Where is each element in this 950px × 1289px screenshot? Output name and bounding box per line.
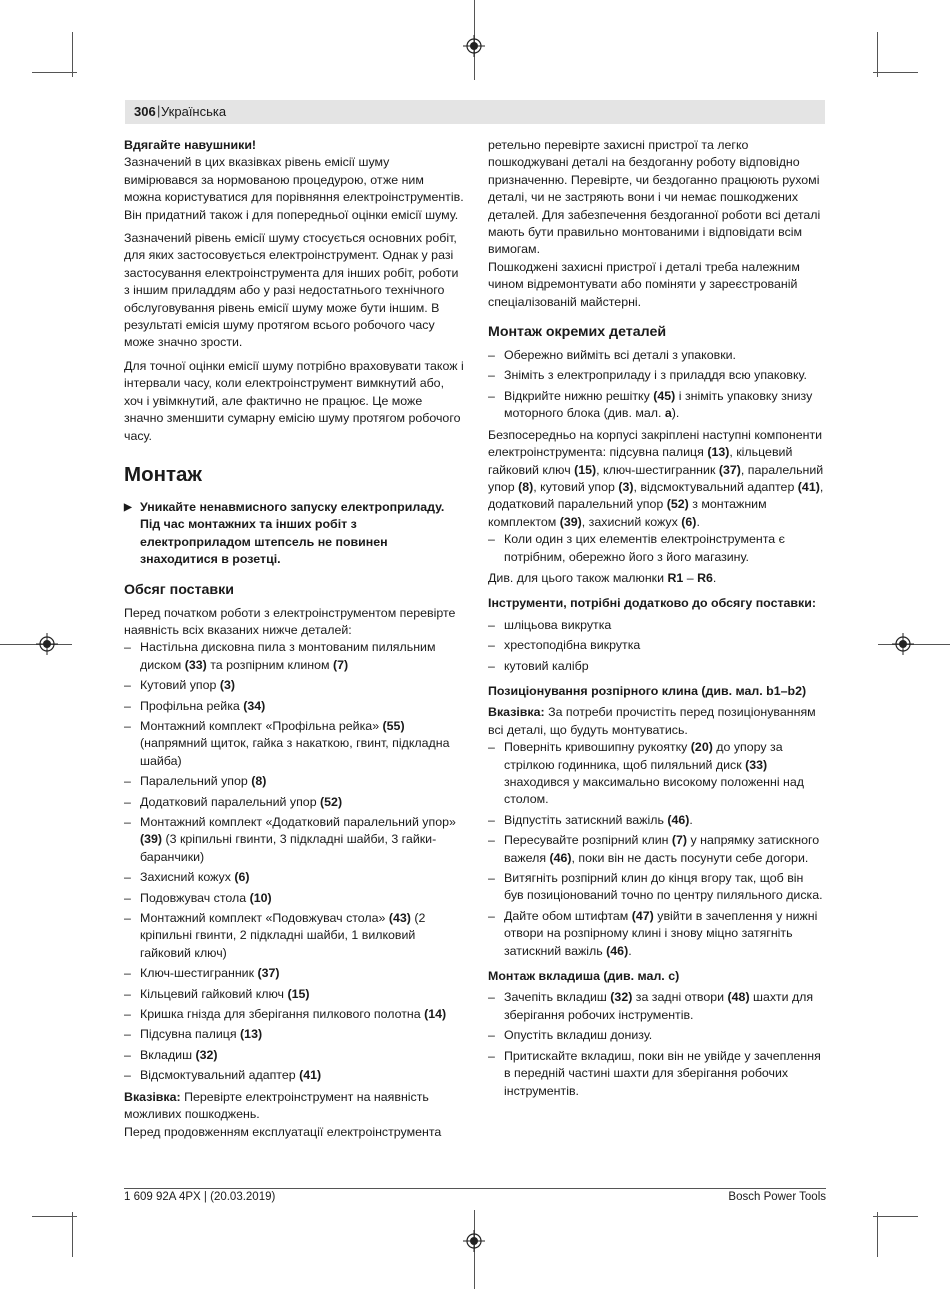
noise-paragraph-2: Зазначений рівень емісії шуму стосується основних робіт, для яких застосовується електроінструмент. Однак у разі застосування електроінструмента для інших робіт, роботи з іншим приладдям або у разі недостатнього технічного обслуговування рівень емісії шуму може бути іншим. В результаті емісія шуму протягом всього робочого часу може значно зрости. [124, 231, 459, 350]
list-item-text: . [628, 943, 632, 958]
list-item-text: Монтажний комплект «Профільна рейка» [140, 718, 383, 733]
see-also-line [488, 570, 826, 587]
part-ref: (33) [184, 657, 207, 672]
part-ref: (47) [631, 908, 654, 923]
crop-mark [32, 1216, 77, 1217]
list-item [124, 718, 464, 770]
list-item-text: шахти для зберігання робочих інструментів. [504, 990, 814, 1022]
list-item-text: Притискайте вкладиш, поки він не увійде у зачеплення в передній частині шахти для зберігання робочих інструментів. [504, 1048, 821, 1098]
startup-warning-text: Уникайте ненавмисного запуску електроприладу. Під час монтажних та інших робіт з електроприладом штепсель не повинен знаходитися в розетці. [140, 499, 445, 567]
part-ref: (39) [140, 832, 163, 847]
tools-title: Інструменти, потрібні додатково до обсягу поставки: [488, 596, 816, 611]
list-item-text: Зніміть з електроприладу і з приладдя всю упаковку. [504, 368, 807, 383]
list-item-text: (напрямний щиток, гайка з накаткою, гвинт, підкладна шайба) [140, 736, 450, 768]
wedge-note-label: Вказівка: [488, 705, 545, 720]
list-item [124, 986, 464, 1003]
attached-text: . [696, 514, 700, 529]
part-ref: a [664, 406, 672, 421]
part-ref: (8) [518, 479, 534, 494]
list-item-text: Підсувна палиця [140, 1027, 241, 1042]
continue-line: Перед продовженням експлуатації електроінструмента [124, 1124, 442, 1139]
part-ref: (7) [671, 833, 688, 848]
part-ref: (46) [549, 850, 572, 865]
part-ref: (7) [332, 657, 349, 672]
part-ref: (6) [681, 514, 697, 529]
dash-mark: – [488, 990, 495, 1005]
part-ref: (10) [249, 890, 272, 905]
figure-ref-r1: R1 [667, 570, 684, 585]
part-ref: (13) [707, 445, 730, 460]
list-item-text: Відсмоктувальний адаптер [140, 1068, 300, 1083]
list-item [488, 812, 826, 829]
list-item-text: ). [671, 406, 680, 421]
part-ref: (13) [240, 1027, 263, 1042]
dash-mark: – [488, 617, 495, 632]
attached-text: , ключ-шестигранник [596, 462, 719, 477]
part-ref: (32) [195, 1047, 218, 1062]
list-item-text: за задні отвори [632, 990, 728, 1005]
part-ref: (41) [299, 1068, 322, 1083]
list-item-text: Кутовий упор [140, 678, 220, 693]
list-item-text: кутовий калібр [504, 658, 589, 673]
crop-mark [873, 72, 918, 73]
part-ref: (6) [234, 870, 250, 885]
header-language: Українська [161, 104, 227, 119]
list-item [488, 832, 826, 867]
parts-list [488, 347, 826, 423]
part-ref: (52) [320, 794, 343, 809]
dash-mark: – [488, 658, 495, 673]
dash-mark: – [488, 532, 495, 547]
header-separator: | [157, 103, 161, 118]
dash-mark: – [124, 678, 131, 693]
list-item [124, 890, 464, 907]
dash-mark: – [124, 966, 131, 981]
list-item [488, 989, 826, 1024]
right-column [488, 137, 826, 1104]
dash-mark: – [488, 871, 495, 886]
part-ref: (37) [257, 966, 280, 981]
part-ref: (8) [251, 774, 267, 789]
list-item-text: Додатковий паралельний упор [140, 794, 321, 809]
list-item [124, 794, 464, 811]
delivery-scope-title: Обсяг поставки [124, 581, 234, 598]
startup-warning [124, 499, 464, 569]
see-also-dash: – [683, 570, 698, 585]
registration-mark-icon [463, 1230, 485, 1252]
list-item-text: Монтажний комплект «Подовжувач стола» [140, 911, 389, 926]
dash-mark: – [488, 812, 495, 827]
crop-mark [873, 1216, 918, 1217]
list-item-text: увійти в зачеплення у нижні отвори на розпірному клині і знову міцно затягніть затискний важіль [504, 908, 818, 958]
list-item-text: Захисний кожух [140, 870, 235, 885]
dash-mark: – [124, 1007, 131, 1022]
damage-note [124, 1089, 464, 1124]
separate-parts-title: Монтаж окремих деталей [488, 324, 667, 341]
list-item [488, 388, 826, 423]
list-item [488, 658, 826, 675]
figure-ref-r6: R6 [697, 570, 713, 585]
list-item [124, 814, 464, 866]
list-item [124, 639, 464, 674]
dash-mark: – [124, 870, 131, 885]
see-also-prefix: Див. для цього також малюнки [488, 570, 668, 585]
insert-title: Монтаж вкладиша (див. мал. c) [488, 969, 680, 984]
registration-mark-icon [463, 35, 485, 57]
list-item-text: до упору за стрілкою годинника, щоб пиляльний диск [504, 740, 783, 772]
part-ref: (37) [718, 462, 741, 477]
list-item [124, 965, 464, 982]
list-item-text: (3 кріпильні гвинти, 3 підкладні шайби, 3 гайки-баранчики) [140, 832, 437, 864]
list-item-text: Вкладиш [140, 1047, 196, 1062]
noise-paragraph-1: Зазначений в цих вказівках рівень емісії шуму вимірювався за нормованою процедурою, отже ним можна користуватися для порівняння електроінструментів. Він придатний також і для попередньої оцінки емісії шуму. [124, 155, 464, 222]
dash-mark: – [124, 815, 131, 829]
part-ref: (45) [653, 388, 676, 403]
list-item-text: Настільна дисковна пила з монтованим пиляльним диском [140, 640, 436, 672]
list-item [124, 1006, 464, 1023]
list-item-text: Пересувайте розпірний клин [504, 833, 672, 848]
tools-list [488, 617, 826, 675]
part-ref: (32) [610, 990, 633, 1005]
list-item-text: Кільцевий гайковий ключ [140, 986, 288, 1001]
damaged-parts-paragraph: Пошкоджені захисні пристрої і деталі треба належним чином відремонтувати або поміняти у зареєстрованій спеціалізованій майстерні. [488, 259, 800, 309]
wedge-title: Позиціонування розпірного клина (див. мал. b1–b2) [488, 683, 807, 698]
dash-mark: – [124, 986, 131, 1001]
dash-mark: – [124, 718, 131, 733]
list-item-text: (2 кріпильні гвинти, 2 підкладні шайби, 1 вилковий гайковий ключ) [140, 911, 426, 960]
page-number: 306 [134, 104, 156, 119]
part-ref: (33) [745, 757, 768, 772]
list-item [124, 1026, 464, 1043]
attached-text: , кутовий упор [533, 479, 619, 494]
list-item-text: та розпірним клином [206, 657, 333, 672]
part-ref: (14) [424, 1007, 447, 1022]
list-item [488, 1048, 826, 1100]
list-item [488, 367, 826, 384]
list-item-text: Відкрийте нижню решітку [504, 388, 654, 403]
list-item [488, 617, 826, 634]
attached-text: , захисний кожух [581, 514, 682, 529]
footer-brand: Bosch Power Tools [728, 1191, 826, 1203]
list-item-text: у напрямку затискного важеля [504, 833, 820, 865]
list-item [124, 910, 464, 962]
part-ref: (52) [666, 497, 689, 512]
dash-mark: – [488, 638, 495, 653]
dash-mark: – [488, 740, 495, 755]
warning-arrow-icon: ▶ [124, 501, 132, 513]
list-item-text: Ключ-шестигранник [140, 966, 258, 981]
attached-text: , кільцевий гайковий ключ [488, 445, 793, 477]
list-item [124, 773, 464, 790]
attached-text: Безпосередньо на корпусі закріплені наступні компоненти електроінструмента: підсувна палиця [488, 427, 823, 460]
footer-doc-id: 1 609 92A 4PX | (20.03.2019) [124, 1191, 276, 1203]
part-ref: (46) [606, 943, 629, 958]
list-item-text: Монтажний комплект «Додатковий паралельний упор» [140, 815, 456, 829]
list-item [124, 698, 464, 715]
crop-mark [877, 32, 878, 77]
dash-mark: – [488, 1048, 495, 1063]
crop-mark [72, 32, 73, 77]
list-item-text: Поверніть кривошипну рукоятку [504, 740, 691, 755]
crop-mark [878, 644, 950, 645]
list-item [488, 908, 826, 960]
dash-mark: – [124, 1027, 131, 1042]
attached-text: , відсмоктувальний адаптер [633, 479, 798, 494]
list-item [488, 1027, 826, 1044]
registration-mark-icon [36, 633, 58, 655]
part-ref: (48) [727, 990, 750, 1005]
dash-mark: – [488, 833, 495, 848]
wedge-note [488, 704, 826, 739]
dash-mark: – [488, 388, 495, 403]
note-label: Вказівка: [124, 1089, 181, 1104]
headphones-warning-title: Вдягайте навушники! [124, 138, 257, 152]
dash-mark: – [488, 1028, 495, 1043]
part-ref: (39) [559, 514, 582, 529]
noise-paragraph-3: Для точної оцінки емісії шуму потрібно враховувати також і інтервали часу, коли електроінструмент вимкнутий або, хоч і увімкнутий, але фактично не працює. Це може значно зменшити сумарну емісію шуму протягом робочого часу. [124, 358, 464, 443]
wedge-note-text: За потреби прочистіть перед позиціонуванням всі деталі, що будуть монтуватись. [488, 705, 816, 737]
delivery-list [124, 639, 464, 1084]
part-ref: (20) [690, 740, 713, 755]
list-item-text: шліцьова викрутка [504, 617, 612, 632]
insert-list [488, 989, 826, 1099]
registration-mark-icon [892, 633, 914, 655]
dash-mark: – [124, 1047, 131, 1062]
crop-mark [72, 1212, 73, 1257]
left-column [124, 137, 464, 1141]
dash-mark: – [124, 794, 131, 809]
list-item-text: Профільна рейка [140, 698, 244, 713]
list-item-text: Дайте обом штифтам [504, 908, 632, 923]
list-item [488, 870, 826, 905]
list-item-text: Опустіть вкладиш донизу. [504, 1028, 653, 1043]
list-item-text: Відпустіть затискний важіль [504, 812, 668, 827]
delivery-intro: Перед початком роботи з електроінструментом перевірте наявність всіх вказаних нижче деталей: [124, 605, 456, 637]
crop-mark [877, 1212, 878, 1257]
list-item-text: . [689, 812, 693, 827]
list-item [488, 739, 826, 809]
crop-mark [32, 72, 77, 73]
part-ref: (3) [219, 678, 235, 693]
attached-components-paragraph [488, 427, 826, 531]
list-item-text: хрестоподібна викрутка [504, 638, 641, 653]
inspection-paragraph: ретельно перевірте захисні пристрої та легко пошкоджувані деталі на бездоганну роботу відповідно призначенню. Перевірте, чи бездоганно працюють рухомі деталі, чи не застряють вони і чи немає пошкоджених деталей. Для забезпечення бездоганної роботи всі деталі мають бути правильно монтованими і відповідати всім вимогам. [488, 138, 821, 257]
list-item-text: Витягніть розпірний клин до кінця вгору так, щоб він був позиціонований точно по центру пиляльного диска. [504, 871, 823, 903]
attached-item-text: Коли один з цих елементів електроінструмента є потрібним, обережно його з його магазину. [504, 532, 785, 564]
part-ref: (46) [667, 812, 690, 827]
list-item [488, 531, 826, 566]
list-item [124, 1067, 464, 1084]
list-item-text: і зніміть упаковку знизу моторного блока (див. мал. [504, 388, 813, 421]
list-item-text: знаходився у максимально високому положенні над столом. [504, 775, 804, 807]
page-header-bar [125, 100, 825, 124]
dash-mark: – [124, 698, 131, 713]
attached-text: з монтажним комплектом [488, 497, 767, 529]
dash-mark: – [124, 890, 131, 905]
list-item-text: Подовжувач стола [140, 890, 250, 905]
footer-rule [124, 1188, 826, 1189]
part-ref: (41) [797, 479, 820, 494]
attached-list [488, 531, 826, 566]
part-ref: (15) [287, 986, 310, 1001]
dash-mark: – [488, 348, 495, 363]
part-ref: (15) [574, 462, 597, 477]
dash-mark: – [124, 1068, 131, 1083]
dash-mark: – [124, 640, 131, 655]
wedge-list [488, 739, 826, 960]
list-item [124, 1047, 464, 1064]
list-item [124, 677, 464, 694]
part-ref: (3) [618, 479, 634, 494]
part-ref: (34) [243, 698, 266, 713]
list-item-text: Паралельний упор [140, 774, 252, 789]
list-item [124, 869, 464, 886]
list-item-text: , поки він не дасть посунути себе догори. [571, 850, 809, 865]
list-item [488, 347, 826, 364]
dash-mark: – [488, 368, 495, 383]
dash-mark: – [124, 774, 131, 789]
attached-text: , додатковий паралельний упор [488, 479, 824, 512]
list-item-text: Зачепіть вкладиш [504, 990, 611, 1005]
see-also-end: . [712, 570, 717, 585]
dash-mark: – [124, 911, 131, 926]
note-text: Перевірте електроінструмент на наявність можливих пошкоджень. [124, 1089, 429, 1122]
list-item [488, 637, 826, 654]
dash-mark: – [488, 908, 495, 923]
attached-text: , паралельний упор [488, 462, 824, 494]
list-item-text: Кришка гнізда для зберігання пилкового полотна [140, 1007, 425, 1022]
section-title-assembly: Монтаж [124, 462, 202, 486]
list-item-text: Обережно вийміть всі деталі з упаковки. [504, 348, 736, 363]
part-ref: (55) [382, 718, 405, 733]
part-ref: (43) [388, 911, 411, 926]
